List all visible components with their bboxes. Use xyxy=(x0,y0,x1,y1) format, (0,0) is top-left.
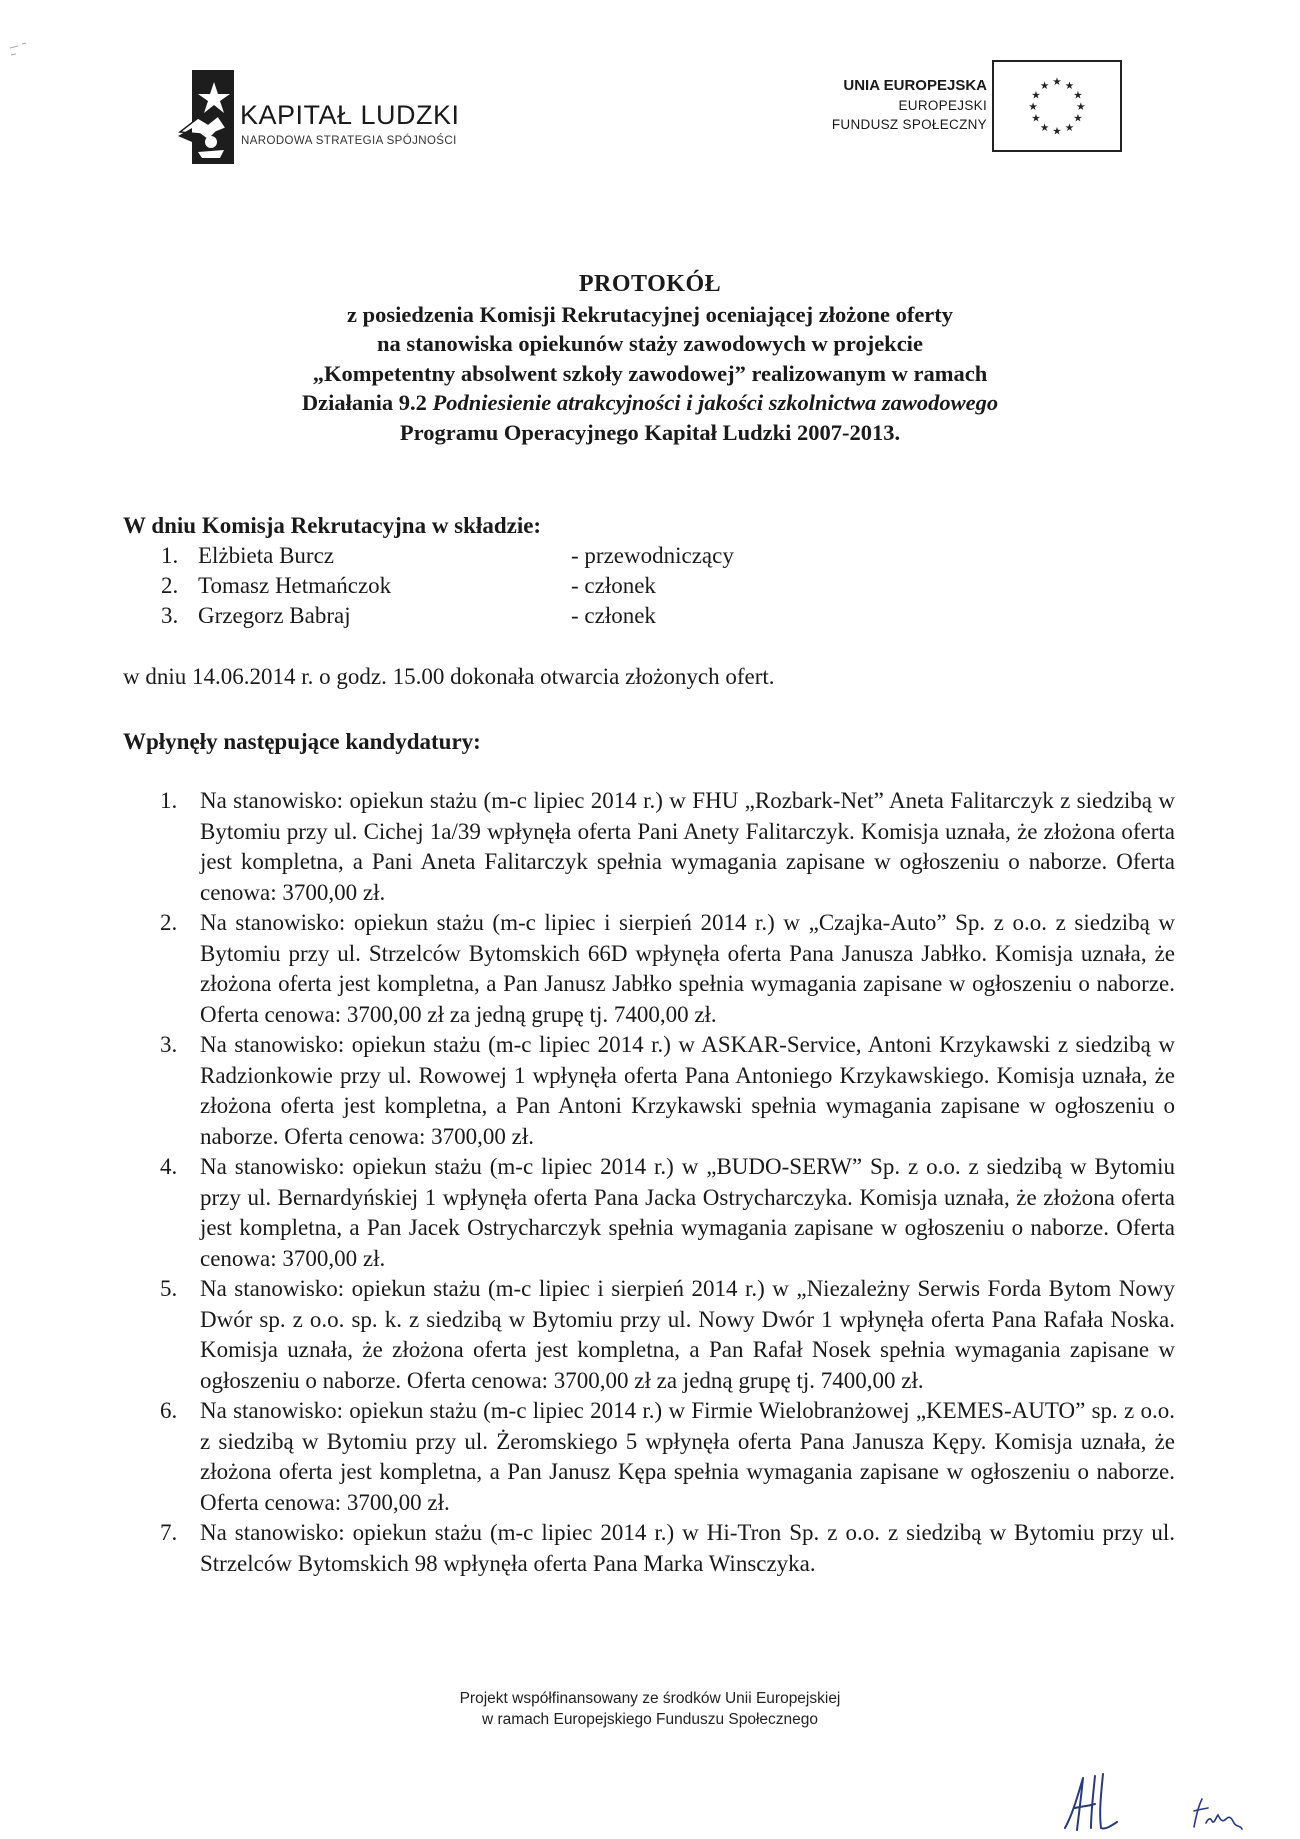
svg-text:★: ★ xyxy=(1064,121,1075,134)
eu-text-block xyxy=(832,76,987,134)
title-line-4-normal: Działania 9.2 xyxy=(301,390,433,415)
title-line-4-italic: Podniesienie atrakcyjności i jakości szkolnictwa zawodowego xyxy=(432,390,999,415)
member-number: 1. xyxy=(161,543,179,568)
candidate-item xyxy=(160,1274,1175,1396)
candidate-number: 7. xyxy=(160,1520,178,1545)
svg-text:★: ★ xyxy=(1076,100,1086,113)
title-line-5: Programu Operacyjnego Kapitał Ludzki 2007-2013. xyxy=(399,419,901,445)
candidate-item xyxy=(160,1030,1175,1152)
svg-text:★: ★ xyxy=(1073,89,1083,102)
candidate-text: Na stanowisko: opiekun stażu (m-c lipiec i sierpień 2014 r.) w „Czajka-Auto” Sp. z o.o. z siedzibą w Bytomiu przy ul. Strzelców Bytomskich 66D wpłynęła oferta Pana Janusza Jabłko. Komisja uznała, że złożona oferta jest kompletna, a Pan Janusz Jabłko spełnia wymagania zapisane w ogłoszeniu o naborze. Oferta cenowa: 3700,00 zł za jedną grupę tj. 7400,00 zł. xyxy=(200,910,1175,1027)
candidate-text: Na stanowisko: opiekun stażu (m-c lipiec 2014 r.) w Firmie Wielobranżowej „KEMES-AUTO” sp. z o.o. z siedzibą w Bytomiu przy ul. Żeromskiego 5 wpłynęła oferta Pana Janusza Kępy. Komisja uznała, że złożona oferta jest kompletna, a Pan Janusz Kępa spełnia wymagania zapisane w ogłoszeniu o naborze. Oferta cenowa: 3700,00 zł. xyxy=(200,1398,1175,1515)
svg-text:★: ★ xyxy=(1052,125,1062,138)
committee-member xyxy=(123,541,1123,571)
signature-1-icon xyxy=(1055,1768,1125,1838)
candidate-text: Na stanowisko: opiekun stażu (m-c lipiec 2014 r.) w ASKAR-Service, Antoni Krzykawski z siedzibą w Radzionkowie przy ul. Rowowej 1 wpłynęła oferta Pana Antoniego Krzykawskiego. Komisja uznała, że złożona oferta jest kompletna, a Pan Antoni Krzykawski spełnia wymagania zapisane w ogłoszeniu o naborze. Oferta cenowa: 3700,00 zł. xyxy=(200,1032,1175,1149)
svg-text:★: ★ xyxy=(1064,79,1075,92)
svg-text:★: ★ xyxy=(1031,89,1041,102)
logo-title: KAPITAŁ LUDZKI xyxy=(240,100,460,130)
page-footer xyxy=(330,1688,970,1730)
candidate-item xyxy=(160,1396,1175,1518)
candidate-item xyxy=(160,1518,1175,1579)
member-number: 2. xyxy=(161,573,179,598)
member-name: Tomasz Hetmańczok xyxy=(198,573,392,598)
candidate-text: Na stanowisko: opiekun stażu (m-c lipiec i sierpień 2014 r.) w „Niezależny Serwis Forda Bytom Nowy Dwór sp. z o.o. sp. k. z siedzibą w Bytomiu przy ul. Nowy Dwór 1 wpłynęła oferta Pana Rafała Noska. Komisja uznała, że złożona oferta jest kompletna, a Pan Rafał Nosek spełnia wymagania zapisane w ogłoszeniu o naborze. Oferta cenowa: 3700,00 zł za jedną grupę tj. 7400,00 zł. xyxy=(200,1276,1175,1393)
eu-line-1: UNIA EUROPEJSKA xyxy=(843,77,987,94)
eu-branding xyxy=(760,60,1122,156)
candidate-number: 6. xyxy=(160,1398,178,1423)
svg-text:★: ★ xyxy=(1052,75,1062,88)
candidate-number: 1. xyxy=(160,788,178,813)
candidate-item xyxy=(160,908,1175,1030)
candidate-text: Na stanowisko: opiekun stażu (m-c lipiec 2014 r.) w Hi-Tron Sp. z o.o. z siedzibą w Bytomiu przy ul. Strzelców Bytomskich 98 wpłynęła oferta Pana Marka Winsczyka. xyxy=(200,1520,1175,1576)
footer-line-2: w ramach Europejskiego Funduszu Społecznego xyxy=(481,1711,819,1728)
svg-text:★: ★ xyxy=(1028,100,1038,113)
kapital-ludzki-branding xyxy=(178,70,538,170)
candidate-item xyxy=(160,1152,1175,1274)
kapital-ludzki-logo-icon xyxy=(178,70,234,164)
member-role: - członek xyxy=(571,603,656,628)
svg-text:★: ★ xyxy=(1039,121,1050,134)
candidates-list xyxy=(160,786,1175,1579)
candidate-number: 2. xyxy=(160,910,178,935)
candidate-number: 3. xyxy=(160,1032,178,1057)
candidate-item xyxy=(160,786,1175,908)
svg-text:★: ★ xyxy=(1039,79,1050,92)
svg-text:★: ★ xyxy=(1031,112,1041,125)
candidate-text: Na stanowisko: opiekun stażu (m-c lipiec 2014 r.) w FHU „Rozbark-Net” Aneta Falitarczyk z siedzibą w Bytomiu przy ul. Cichej 1a/39 wpłynęła oferta Pani Anety Falitarczyk. Komisja uznała, że złożona oferta jest kompletna, a Pani Aneta Falitarczyk spełnia wymagania zapisane w ogłoszeniu o naborze. Oferta cenowa: 3700,00 zł. xyxy=(200,788,1175,905)
title-line-4 xyxy=(120,388,1180,418)
member-number: 3. xyxy=(161,603,179,628)
member-name: Grzegorz Babraj xyxy=(198,603,351,628)
title-line-1: z posiedzenia Komisji Rekrutacyjnej oceniającej złożone oferty xyxy=(346,301,954,327)
opening-sentence: w dniu 14.06.2014 r. o godz. 15.00 dokonała otwarcia złożonych ofert. xyxy=(123,664,775,689)
candidate-text: Na stanowisko: opiekun stażu (m-c lipiec 2014 r.) w „BUDO-SERW” Sp. z o.o. z siedzibą w Bytomiu przy ul. Bernardyńskiej 1 wpłynęła oferta Pana Jacka Ostrycharczyka. Komisja uznała, że złożona oferta jest kompletna, a Pan Jacek Ostrycharczyk spełnia wymagania zapisane w ogłoszeniu o naborze. Oferta cenowa: 3700,00 zł. xyxy=(200,1154,1175,1271)
committee-member xyxy=(123,601,1123,631)
member-role: - przewodniczący xyxy=(571,543,734,568)
title-line-3: „Kompetentny absolwent szkoły zawodowej” realizowanym w ramach xyxy=(312,360,988,386)
committee-list xyxy=(123,541,1123,631)
page-title: PROTOKÓŁ xyxy=(578,271,722,297)
candidates-heading: Wpłynęły następujące kandydatury: xyxy=(123,729,481,754)
member-name: Elżbieta Burcz xyxy=(198,543,335,568)
candidate-number: 5. xyxy=(160,1276,178,1301)
eu-line-2: EUROPEJSKI xyxy=(898,98,987,113)
committee-heading: W dniu Komisja Rekrutacyjna w składzie: xyxy=(123,513,542,538)
candidate-number: 4. xyxy=(160,1154,178,1179)
signature-2-icon xyxy=(1190,1793,1245,1833)
protocol-title-block xyxy=(120,270,1180,447)
footer-line-1: Projekt współfinansowany ze środków Unii Europejskiej xyxy=(459,1690,841,1707)
committee-member xyxy=(123,571,1123,601)
title-line-2: na stanowiska opiekunów staży zawodowych w projekcie xyxy=(377,331,923,356)
member-role: - członek xyxy=(571,573,656,598)
eu-line-3: FUNDUSZ SPOŁECZNY xyxy=(831,117,987,132)
svg-text:★: ★ xyxy=(1073,112,1083,125)
eu-flag-icon xyxy=(992,60,1122,152)
scan-mark xyxy=(8,40,38,60)
logo-subtitle: NARODOWA STRATEGIA SPÓJNOŚCI xyxy=(241,135,457,147)
